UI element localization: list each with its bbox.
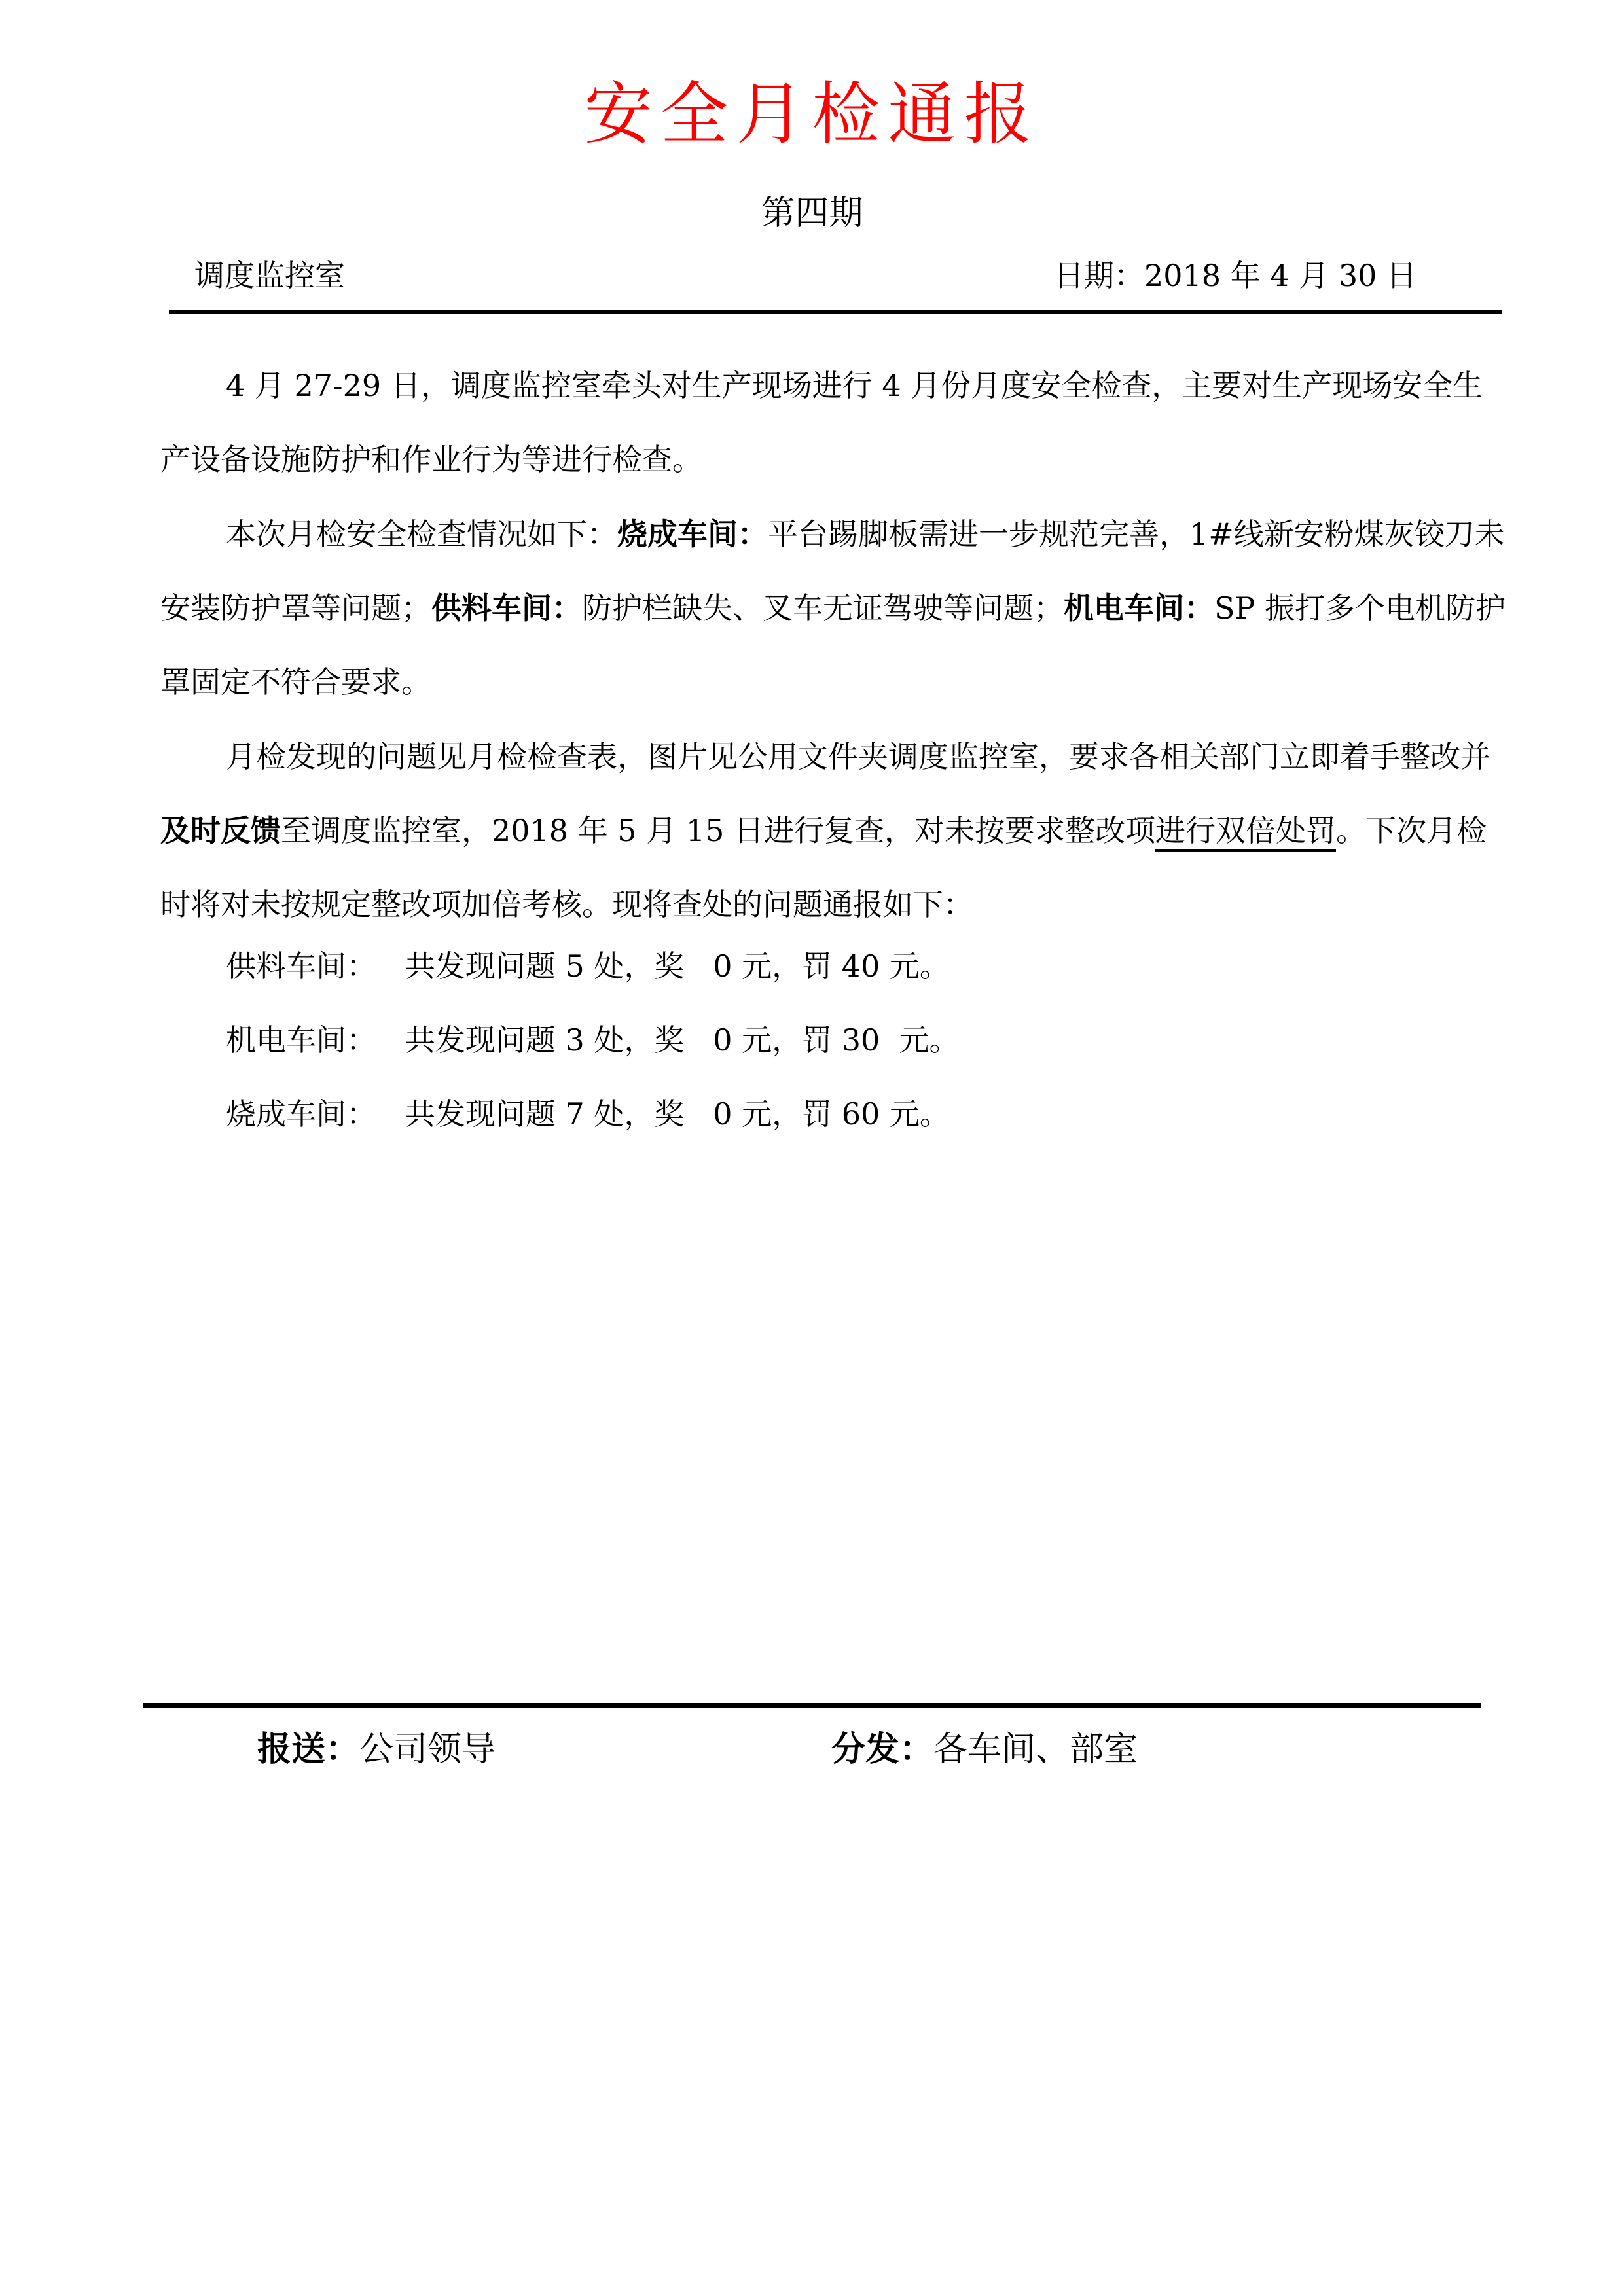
overview-text: 4 月 27-29 日，调度监控室牵头对生产现场进行 4 月份月度安全检查，主要对生产现场安全生产设备设施防护和作业行为等进行检查。 — [160, 368, 1483, 477]
requirements-text-c: 至调度监控室，2018 年 5 月 15 日进行复查，对未按要求整改项 — [281, 813, 1155, 848]
requirements-text-e: 。下次月检时将对未按规定整改项加倍考核。现将查处的问题通报如下： — [160, 813, 1487, 922]
result-detail: 共发现问题 3 处，奖 0 元，罚 30 元。 — [405, 1022, 960, 1058]
footer-divider — [143, 1703, 1481, 1708]
result-detail: 共发现问题 7 处，奖 0 元，罚 60 元。 — [405, 1096, 950, 1132]
issue-date: 日期：2018 年 4 月 30 日 — [1054, 258, 1416, 293]
result-workshop-name: 烧成车间： — [226, 1096, 376, 1132]
requirements-text-a: 月检发现的问题见月检检查表，图片见公用文件夹调度监控室，要求各相关部门立即着手整改并 — [226, 739, 1490, 774]
requirements-emphasis-penalty: 进行双倍处罚 — [1155, 813, 1336, 848]
distribution-label: 分发： — [831, 1730, 934, 1769]
workshop-label-mechanical: 机电车间： — [1064, 590, 1214, 626]
issuing-department: 调度监控室 — [194, 258, 345, 293]
distribution — [831, 1721, 1138, 1770]
result-workshop-name: 机电车间： — [226, 1022, 376, 1058]
findings-mechanical: SP 振打多个电机防护罩固定不符合要求。 — [160, 590, 1506, 700]
workshop-label-sintering: 烧成车间： — [617, 516, 768, 552]
result-detail: 共发现问题 5 处，奖 0 元，罚 40 元。 — [405, 948, 950, 984]
result-workshop-name: 供料车间： — [226, 948, 376, 984]
paragraph-findings — [160, 497, 1509, 719]
header-divider — [169, 310, 1502, 314]
document-title: 安全月检通报 — [584, 74, 1040, 154]
paragraph-overview — [160, 349, 1509, 497]
issue-number: 第四期 — [761, 194, 863, 233]
report-to-value: 公司领导 — [359, 1730, 496, 1769]
findings-sintering: 平台踢脚板需进一步规范完善，1#线新安粉煤灰铰刀未安装防护罩等问题； — [160, 516, 1505, 626]
report-to-label: 报送： — [257, 1730, 360, 1769]
findings-feeding: 防护栏缺失、叉车无证驾驶等问题； — [582, 590, 1064, 626]
distribution-value: 各车间、部室 — [933, 1730, 1138, 1769]
report-to — [257, 1721, 496, 1770]
paragraph-requirements — [160, 720, 1509, 942]
result-row-mechanical — [226, 1016, 960, 1060]
result-row-sintering — [226, 1090, 950, 1134]
workshop-label-feeding: 供料车间： — [431, 590, 582, 626]
result-row-feeding — [226, 942, 950, 986]
requirements-emphasis-feedback: 及时反馈 — [160, 813, 281, 848]
findings-intro: 本次月检安全检查情况如下： — [226, 516, 617, 552]
